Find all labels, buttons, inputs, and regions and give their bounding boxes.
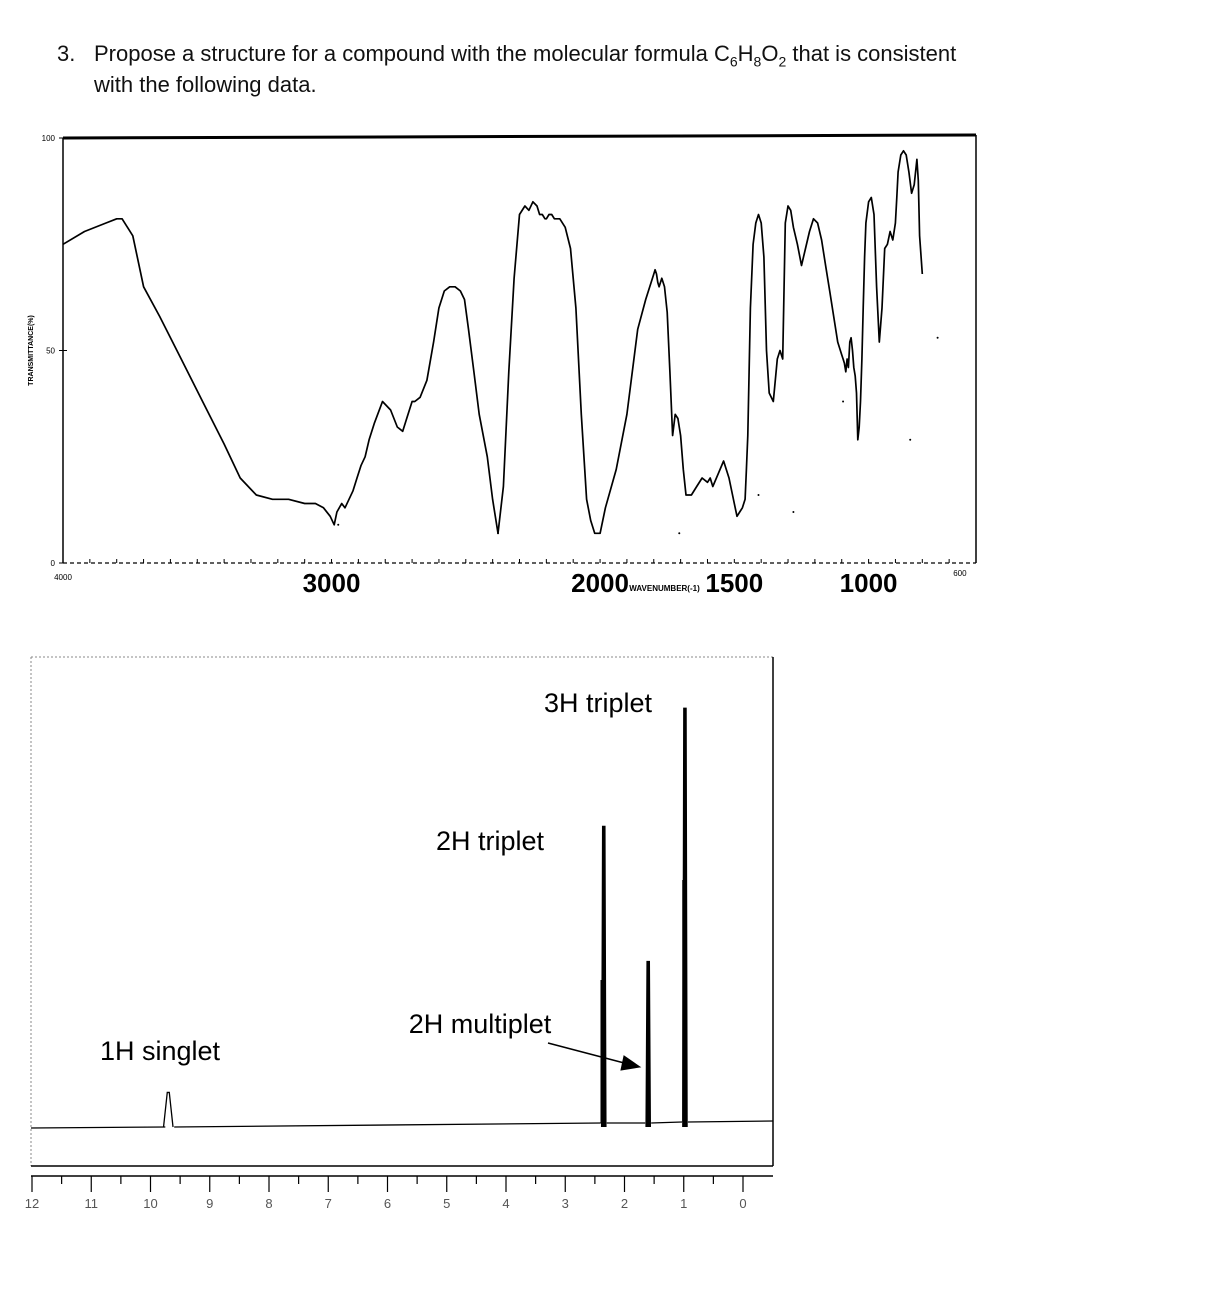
oxygen-label: O	[761, 41, 779, 66]
nmr-x-tick-label: 6	[383, 1196, 392, 1211]
nmr-baseline-right	[688, 1121, 773, 1122]
arrow-head-icon	[621, 1056, 640, 1070]
nmr-label-triplet-3h: 3H triplet	[543, 688, 653, 718]
nmr-arrow-line	[548, 1043, 628, 1064]
carbon-count: 6	[729, 53, 738, 70]
ir-x-min-label: 4000	[54, 573, 72, 582]
ir-x-tick-label: 2000	[571, 568, 629, 598]
oxygen-count: 2	[778, 53, 787, 70]
nmr-baseline-mid3	[651, 1122, 682, 1123]
nmr-x-tick-label: 4	[502, 1196, 510, 1211]
nmr-x-tick-label: 3	[561, 1196, 569, 1211]
nmr-x-tick-label: 12	[24, 1196, 40, 1211]
ir-y-tick-label: 0	[50, 559, 55, 568]
hydrogen-count: 8	[753, 53, 762, 70]
ir-x-axis-title: WAVENUMBER(-1)	[629, 584, 700, 593]
question-number: 3.	[57, 41, 76, 66]
question-text-before: Propose a structure for a compound with the molecular formula C	[94, 41, 730, 66]
nmr-x-tick-label: 5	[443, 1196, 451, 1211]
ir-x-tick-label: 1000	[839, 568, 898, 598]
nmr-label-multiplet: 2H multiplet	[408, 1009, 552, 1039]
ir-y-tick-label: 100	[41, 134, 55, 143]
nmr-x-tick-label: 0	[739, 1196, 747, 1211]
nmr-peak-multiplet-2h	[646, 962, 650, 1127]
nmr-baseline-left	[31, 1127, 165, 1128]
nmr-label-singlet: 1H singlet	[99, 1036, 221, 1066]
nmr-x-tick-label: 11	[84, 1196, 98, 1211]
nmr-x-tick-label: 8	[265, 1196, 273, 1211]
ir-y-axis-title: TRANSMITTANCE(%)	[28, 315, 35, 386]
question-text-after: that is consistent with the following data.	[94, 41, 957, 97]
nmr-x-tick-label: 7	[324, 1196, 332, 1211]
ir-x-max-label: 600	[953, 569, 967, 578]
hydrogen-label: H	[737, 41, 754, 66]
ir-x-tick-label: 1500	[705, 568, 764, 598]
ir-y-tick-label: 50	[46, 346, 55, 356]
nmr-peak-singlet	[164, 1092, 173, 1127]
ir-x-tick-label: 3000	[302, 568, 361, 598]
nmr-label-triplet-2h: 2H triplet	[435, 826, 545, 856]
nmr-x-tick-label: 2	[620, 1196, 629, 1211]
nmr-x-tick-label: 10	[143, 1196, 158, 1211]
nmr-x-tick-label: 1	[680, 1196, 688, 1211]
nmr-baseline-mid	[174, 1123, 601, 1127]
nmr-x-tick-label: 9	[206, 1196, 214, 1211]
